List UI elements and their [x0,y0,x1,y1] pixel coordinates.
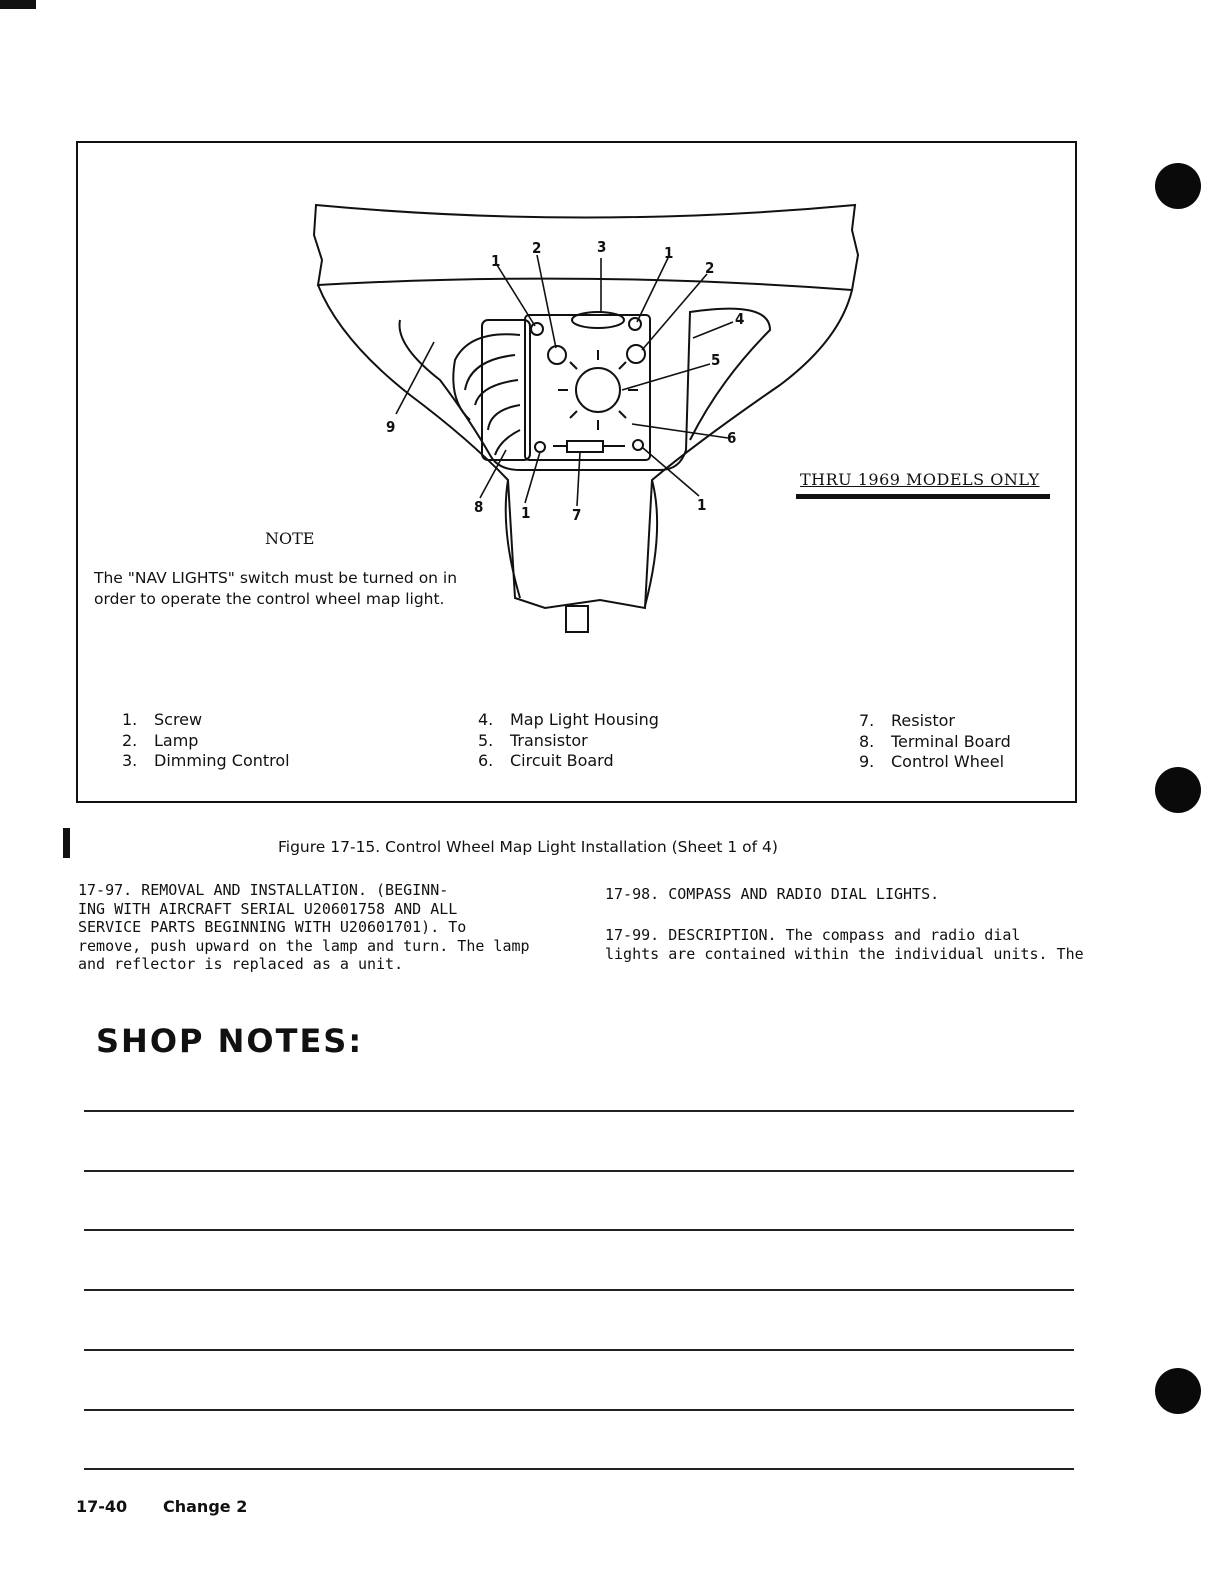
shop-notes-title: SHOP NOTES: [96,1022,364,1060]
figure-caption: Figure 17-15. Control Wheel Map Light Installation (Sheet 1 of 4) [278,838,778,856]
legend-item: 4. Map Light Housing [478,710,659,729]
note-line [84,1229,1074,1231]
note-line [84,1170,1074,1172]
legend-column [859,711,1011,773]
note-heading: NOTE [265,529,315,548]
note-line [84,1349,1074,1351]
legend-item: 6. Circuit Board [478,751,614,770]
legend-item: 2. Lamp [122,730,199,750]
paragraph-17-99: 17-99. DESCRIPTION. The compass and radio dial lights are contained within the individual units. The [605,926,1084,963]
legend-item: 9. Control Wheel [859,752,1005,771]
model-applicability-note: THRU 1969 MODELS ONLY [800,470,1040,489]
callout-1: 1 [521,504,531,522]
callout-3: 3 [597,238,607,256]
note-line [84,1468,1074,1470]
callout-9: 9 [386,418,396,436]
paragraph-17-97: 17-97. REMOVAL AND INSTALLATION. (BEGINN- ING WITH AIRCRAFT SERIAL U20601758 AND ALL SERVICE PARTS BEGINNING WITH U20601701). To remove, push upward on the lamp and turn. The lamp and reflector is replaced as a unit. [78,881,530,973]
change-number: Change 2 [163,1497,248,1516]
legend-item: 1. Screw [122,710,203,729]
legend-item: 5. Transistor [478,730,588,750]
callout-1: 1 [664,244,674,262]
callout-6: 6 [727,429,737,447]
binder-hole-icon [1155,767,1201,813]
callout-7: 7 [572,506,582,524]
callout-1: 1 [697,496,707,514]
model-note-underline [796,494,1050,499]
page-number: 17-40 [76,1497,128,1516]
note-line [84,1289,1074,1291]
binder-hole-icon [1155,163,1201,209]
callout-5: 5 [711,351,721,369]
callout-8: 8 [474,498,484,516]
legend-item: 3. Dimming Control [122,751,290,770]
callout-4: 4 [735,310,745,328]
legend-column [478,710,659,772]
callout-2: 2 [532,239,542,257]
note-line [84,1110,1074,1112]
note-line [84,1409,1074,1411]
legend-item: 8. Terminal Board [859,731,1011,751]
legend-item: 7. Resistor [859,711,955,730]
corner-mark [0,0,36,9]
revision-bar [63,828,70,858]
legend-column [122,710,290,772]
callout-1: 1 [491,252,501,270]
paragraph-17-98-heading: 17-98. COMPASS AND RADIO DIAL LIGHTS. [605,885,940,903]
note-text: The "NAV LIGHTS" switch must be turned on in order to operate the control wheel map light. [94,569,458,608]
callout-2: 2 [705,259,715,277]
binder-hole-icon [1155,1368,1201,1414]
